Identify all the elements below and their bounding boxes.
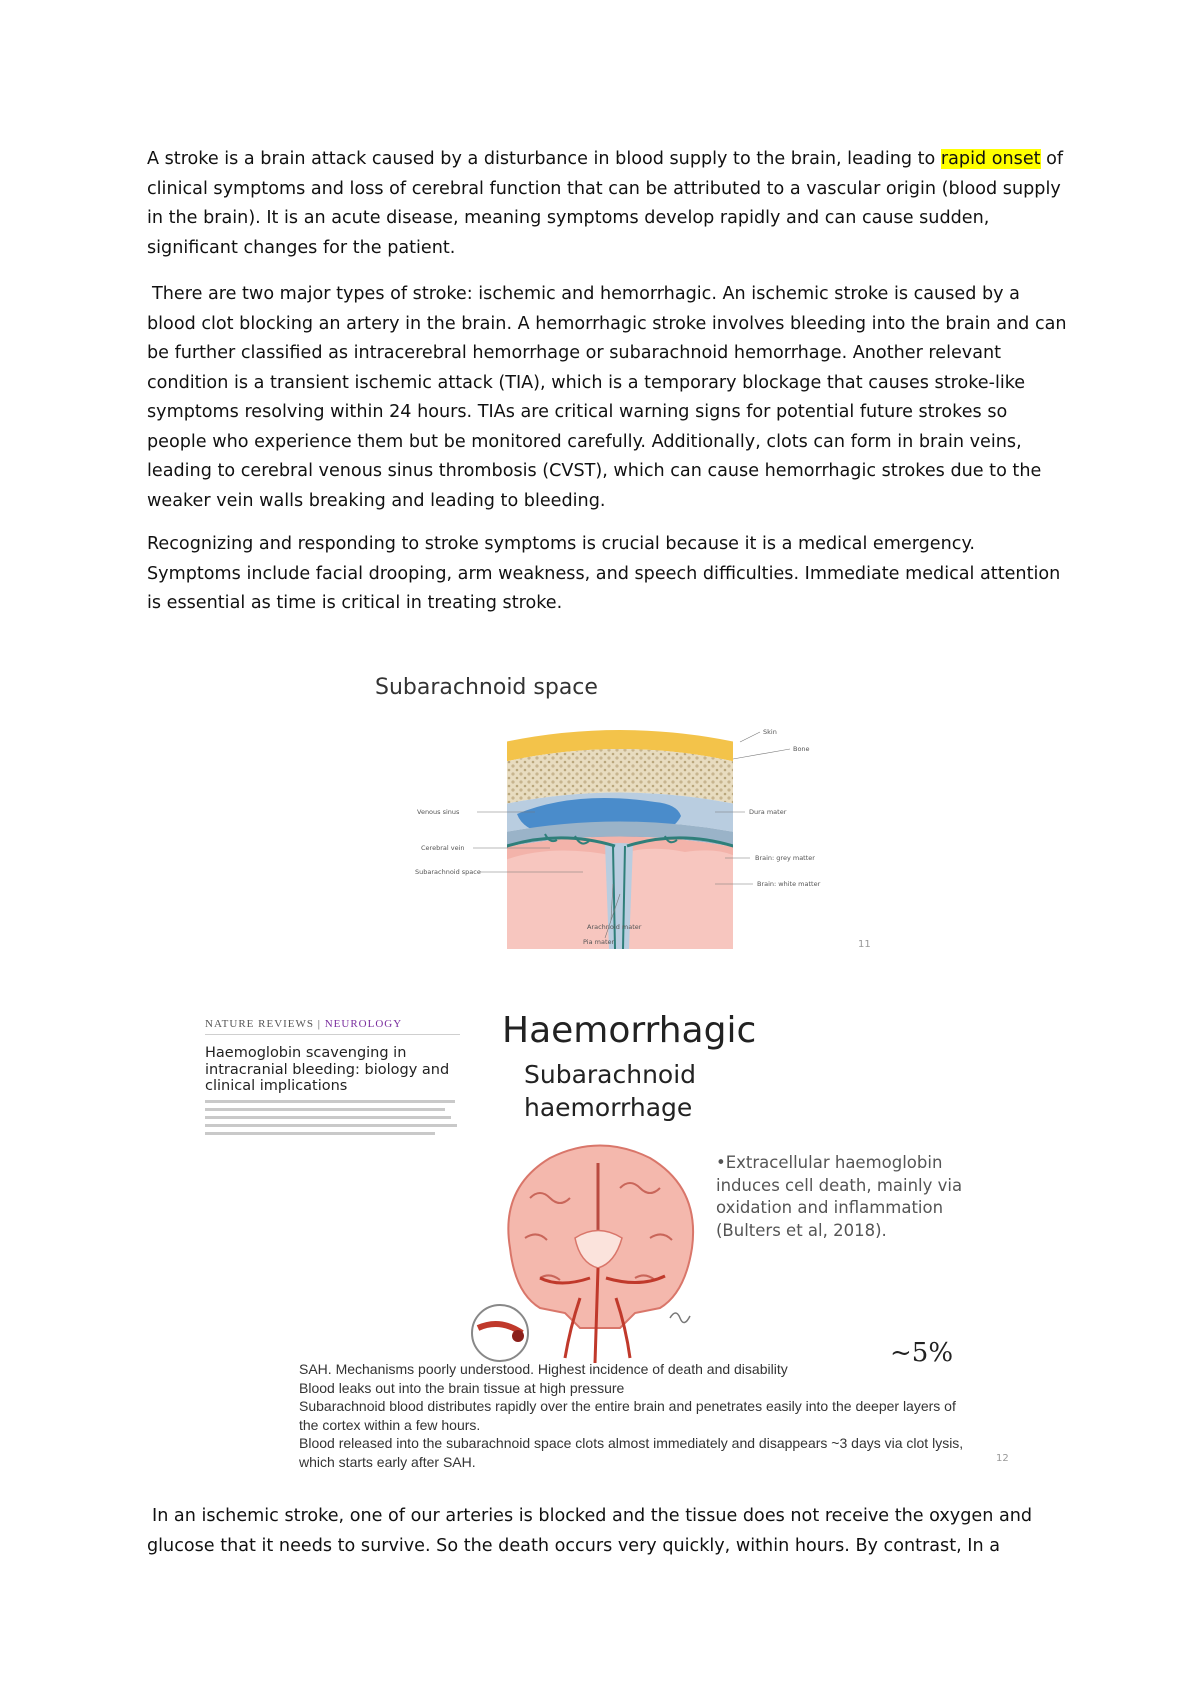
sah-line: Blood leaks out into the brain tissue at high pressure [299, 1379, 625, 1396]
label-white-matter: Brain: white matter [757, 880, 821, 888]
article-title: Haemoglobin scavenging in intracranial bleeding: biology and clinical implications [205, 1045, 450, 1094]
p1-text-after: of clinical symptoms and loss of cerebral function that can be attributed to a vascular origin (blood supply in the brain). It is an acute disease, meaning symptoms develop rapidly and can cause sudden, significant changes for the patient. [147, 149, 1064, 258]
article-body-lines [205, 1100, 470, 1135]
p1-text-before: A stroke is a brain attack caused by a disturbance in blood supply to the brain, leading to [147, 149, 941, 169]
slide-haemorrhagic [200, 1000, 1060, 1480]
journal-header [205, 1018, 470, 1030]
slide2-subtitle [524, 1058, 696, 1124]
journal-section: NEUROLOGY [324, 1018, 403, 1030]
journal-name: NATURE REVIEWS [205, 1018, 315, 1030]
label-arachnoid-mater: Arachnoid mater [587, 923, 642, 931]
slide2-title: Haemorrhagic [502, 1010, 757, 1051]
journal-separator: | [314, 1018, 325, 1030]
subarachnoid-anatomy-illustration [415, 724, 885, 974]
paragraph-stroke-definition [147, 145, 1067, 263]
label-cerebral-vein: Cerebral vein [421, 844, 465, 852]
label-bone: Bone [793, 745, 810, 753]
slide1-number: 11 [858, 939, 871, 950]
label-pia-mater: Pia mater [583, 938, 615, 946]
subtitle-line-1: Subarachnoid [524, 1060, 697, 1089]
incidence-percentage: ~5% [890, 1338, 954, 1368]
paragraph-stroke-types: There are two major types of stroke: ischemic and hemorrhagic. An ischemic stroke is caused by a blood clot blocking an artery in the brain. A hemorrhagic stroke involves bleeding into the brain and can be further classified as intracerebral hemorrhage or subarachnoid hemorrhage. Another relevant condition is a transient ischemic attack (TIA), which is a temporary blockage that causes stroke-like symptoms resolving within 24 hours. TIAs are critical warning signs for potential future strokes so people who experience them but be monitored carefully. Additionally, clots can form in brain veins, leading to cerebral venous sinus thrombosis (CVST), which can cause hemorrhagic strokes due to the weaker vein walls breaking and leading to bleeding. [147, 284, 1067, 511]
slide1-title: Subarachnoid space [375, 675, 598, 700]
label-venous-sinus: Venous sinus [417, 808, 460, 816]
label-grey-matter: Brain: grey matter [755, 854, 815, 862]
paragraph-recognizing-symptoms: Recognizing and responding to stroke symptoms is crucial because it is a medical emergency. Symptoms include facial drooping, arm weakness, and speech difficulties. Immediate medical attention is essential as time is critical in treating stroke. [147, 534, 1061, 613]
journal-card [205, 1018, 470, 1158]
label-skin: Skin [763, 728, 777, 736]
label-subarachnoid-space: Subarachnoid space [415, 868, 481, 876]
paragraph-ischemic-stroke: In an ischemic stroke, one of our arteries is blocked and the tissue does not receive the oxygen and glucose that it needs to survive. So the death occurs very quickly, within hours. By contrast, In a [147, 1506, 1033, 1556]
sah-line: SAH. Mechanisms poorly understood. Highest incidence of death and disability [299, 1361, 788, 1377]
slide2-number: 12 [996, 1453, 1009, 1464]
label-dura-mater: Dura mater [749, 808, 787, 816]
highlighted-rapid-onset: rapid onset [940, 149, 1041, 169]
slide2-bullet-point: •Extracellular haemoglobin induces cell death, mainly via oxidation and inflammation (Bulters et al, 2018). [716, 1153, 963, 1240]
slide-subarachnoid-space [375, 668, 935, 968]
journal-rule [205, 1034, 460, 1035]
brain-haemorrhage-illustration [470, 1128, 730, 1363]
sah-line: Subarachnoid blood distributes rapidly over the entire brain and penetrates easily into the deeper layers of the cortex within a few hours. [299, 1398, 956, 1433]
subtitle-line-2: haemorrhage [524, 1093, 693, 1122]
sah-notes [299, 1360, 979, 1471]
sah-line: Blood released into the subarachnoid space clots almost immediately and disappears ~3 days via clot lysis, which starts early after SAH. [299, 1435, 964, 1470]
